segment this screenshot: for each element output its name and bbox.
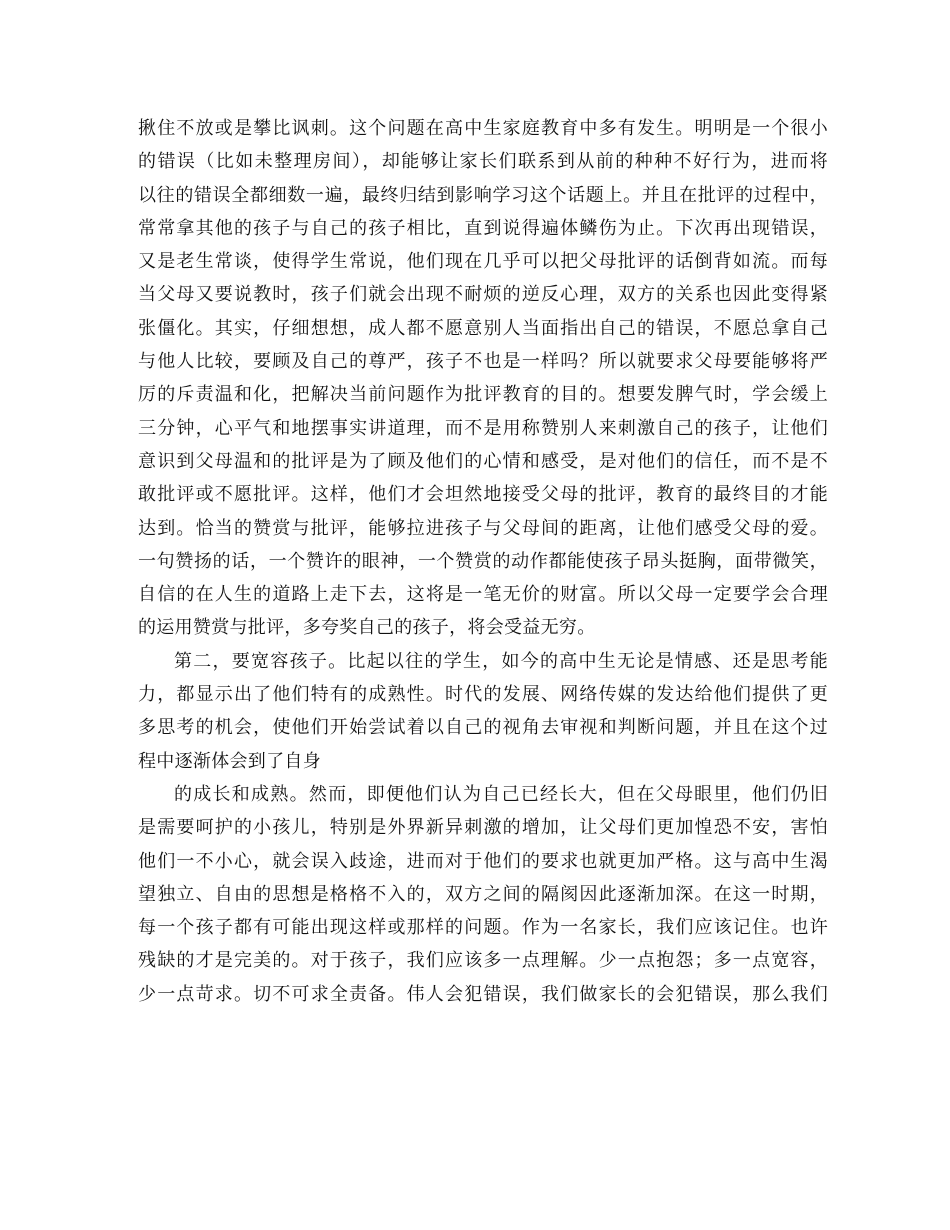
text-line: 残缺的才是完美的。对于孩子，我们应该多一点理解。少一点抱怨；多一点宽容， bbox=[138, 950, 828, 972]
text-line: 的运用赞赏与批评，多夸奖自己的孩子，将会受益无穷。 bbox=[138, 617, 596, 639]
text-line: 达到。恰当的赞赏与批评，能够拉进孩子与父母间的距离，让他们感受父母的爱。 bbox=[138, 517, 828, 539]
text-line: 以往的错误全都细数一遍，最终归结到影响学习这个话题上。并且在批评的过程中， bbox=[138, 184, 828, 206]
text-line: 程中逐渐体会到了自身 bbox=[138, 750, 321, 772]
text-line: 张僵化。其实，仔细想想，成人都不愿意别人当面指出自己的错误，不愿总拿自己 bbox=[138, 317, 828, 339]
text-line: 多思考的机会，使他们开始尝试着以自己的视角去审视和判断问题，并且在这个过 bbox=[138, 717, 828, 739]
text-line: 的成长和成熟。然而，即便他们认为自己已经长大，但在父母眼里，他们仍旧 bbox=[174, 783, 828, 805]
text-line: 的错误（比如未整理房间），却能够让家长们联系到从前的种种不好行为，进而将 bbox=[138, 151, 828, 173]
text-line: 自信的在人生的道路上走下去，这将是一笔无价的财富。所以父母一定要学会合理 bbox=[138, 584, 828, 606]
text-line: 意识到父母温和的批评是为了顾及他们的心情和感受，是对他们的信任，而不是不 bbox=[138, 450, 828, 472]
text-line: 常常拿其他的孩子与自己的孩子相比，直到说得遍体鳞伤为止。下次再出现错误， bbox=[138, 217, 828, 239]
text-line: 敢批评或不愿批评。这样，他们才会坦然地接受父母的批评，教育的最终目的才能 bbox=[138, 484, 828, 506]
text-line: 又是老生常谈，使得学生常说，他们现在几乎可以把父母批评的话倒背如流。而每 bbox=[138, 251, 828, 273]
text-line: 每一个孩子都有可能出现这样或那样的问题。作为一名家长，我们应该记住。也许 bbox=[138, 917, 828, 939]
text-line: 一句赞扬的话，一个赞许的眼神，一个赞赏的动作都能使孩子昂头挺胸，面带微笑， bbox=[138, 550, 828, 572]
text-line: 是需要呵护的小孩儿，特别是外界新异刺激的增加，让父母们更加惶恐不安，害怕 bbox=[138, 817, 828, 839]
text-line: 揪住不放或是攀比讽刺。这个问题在高中生家庭教育中多有发生。明明是一个很小 bbox=[138, 118, 828, 139]
document-body bbox=[138, 112, 828, 1011]
text-line: 第二，要宽容孩子。比起以往的学生，如今的高中生无论是情感、还是思考能 bbox=[174, 650, 828, 672]
text-line: 少一点苛求。切不可求全责备。伟人会犯错误，我们做家长的会犯错误，那么我们 bbox=[138, 983, 828, 1005]
text-line: 与他人比较，要顾及自己的尊严，孩子不也是一样吗？所以就要求父母要能够将严 bbox=[138, 351, 828, 373]
text-line: 厉的斥责温和化，把解决当前问题作为批评教育的目的。想要发脾气时，学会缓上 bbox=[138, 384, 828, 406]
text-line: 力，都显示出了他们特有的成熟性。时代的发展、网络传媒的发达给他们提供了更 bbox=[138, 684, 828, 706]
text-line: 三分钟，心平气和地摆事实讲道理，而不是用称赞别人来刺激自己的孩子，让他们 bbox=[138, 417, 828, 439]
text-line: 望独立、自由的思想是格格不入的，双方之间的隔阂因此逐渐加深。在这一时期， bbox=[138, 883, 828, 905]
text-line: 当父母又要说教时，孩子们就会出现不耐烦的逆反心理，双方的关系也因此变得紧 bbox=[138, 284, 828, 306]
text-line: 他们一不小心，就会误入歧途，进而对于他们的要求也就更加严格。这与高中生渴 bbox=[138, 850, 828, 872]
